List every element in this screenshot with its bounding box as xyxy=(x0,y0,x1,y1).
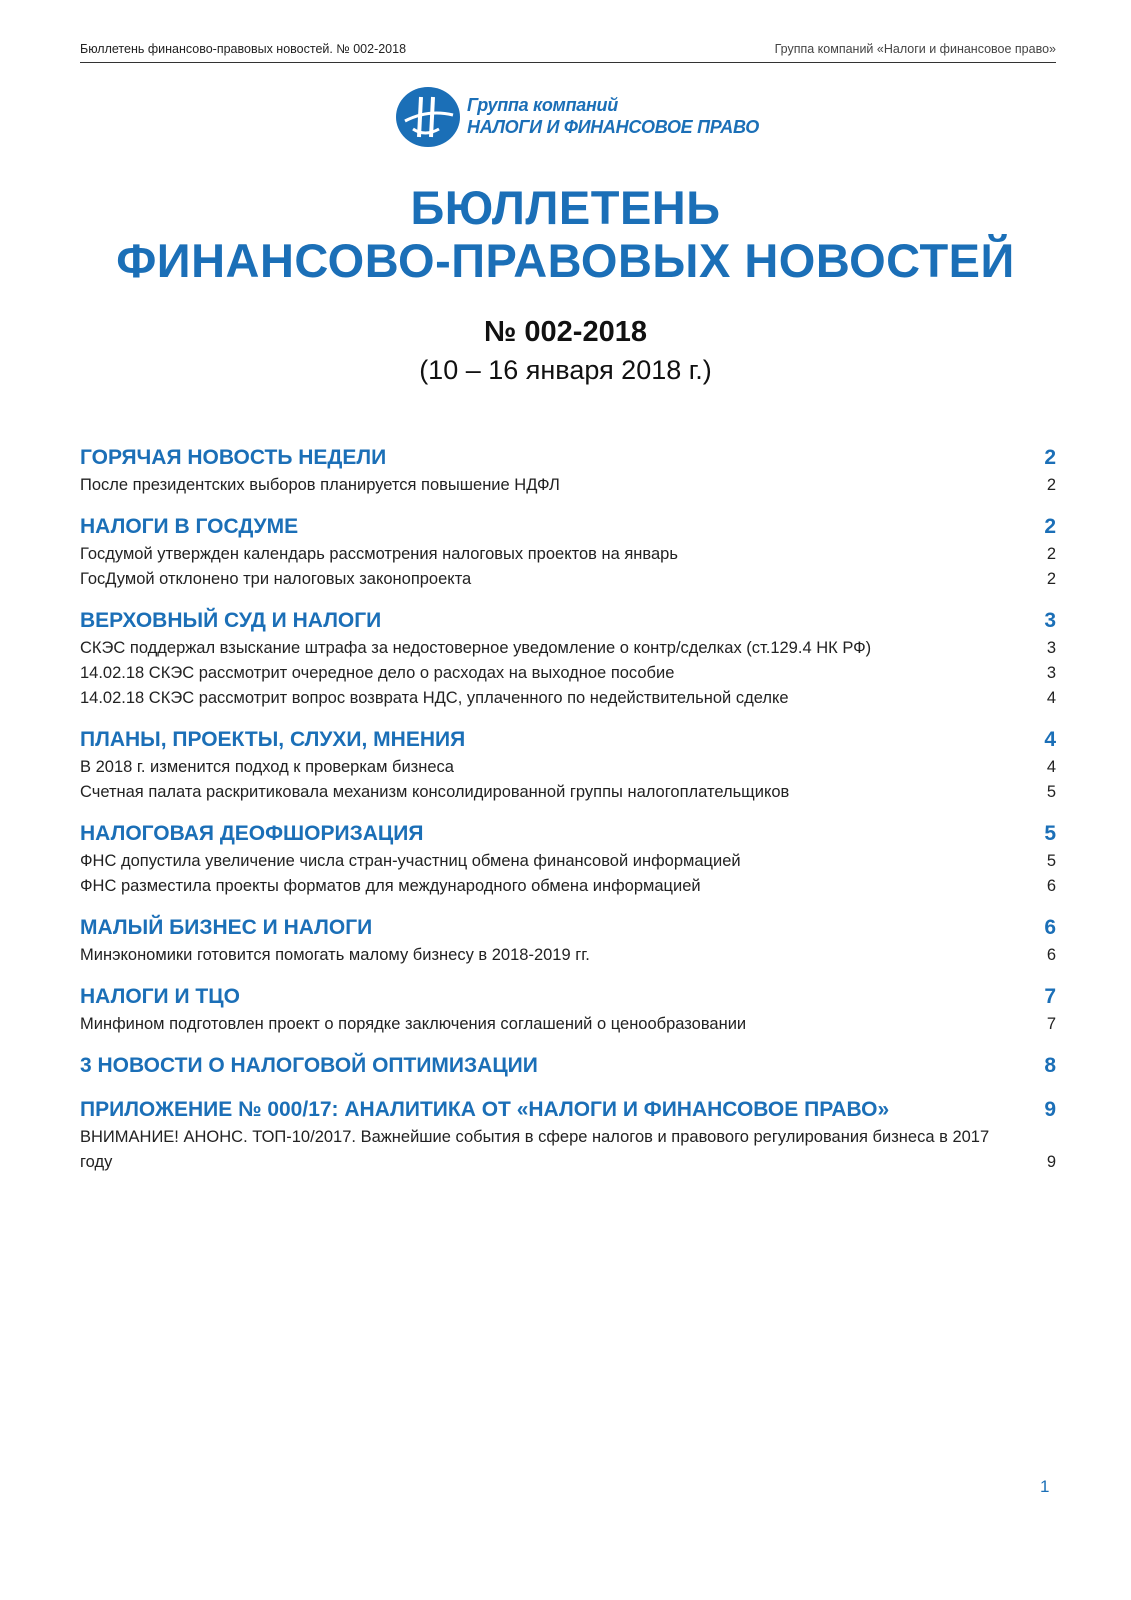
toc-section-title: ПРИЛОЖЕНИЕ № 000/17: АНАЛИТИКА ОТ «НАЛОГИ И ФИНАНСОВОЕ ПРАВО» xyxy=(80,1098,890,1121)
logo-line1: Группа компаний xyxy=(467,95,618,115)
toc-section-page: 2 xyxy=(1044,446,1056,469)
toc-item[interactable] xyxy=(80,943,1056,968)
toc-section-title: НАЛОГИ И ТЦО xyxy=(80,985,240,1008)
toc-item-page: 4 xyxy=(1046,758,1056,776)
toc-item-page: 6 xyxy=(1046,877,1056,895)
toc-section-heading[interactable] xyxy=(80,1095,1056,1125)
toc-section-page: 7 xyxy=(1044,985,1056,1008)
issue-number: № 002-2018 xyxy=(484,316,647,348)
toc-section-page: 6 xyxy=(1044,916,1056,939)
toc-item-text: Минэкономики готовится помогать малому бизнесу в 2018-2019 гг. xyxy=(80,946,590,964)
toc-item[interactable] xyxy=(80,567,1056,592)
toc-section xyxy=(80,606,1056,711)
toc-item-page: 2 xyxy=(1046,476,1056,494)
toc-item[interactable] xyxy=(80,1012,1056,1037)
toc-section-heading[interactable] xyxy=(80,982,1056,1012)
toc-item-page: 5 xyxy=(1046,852,1056,870)
company-logo xyxy=(395,85,759,150)
toc-item-text: Счетная палата раскритиковала механизм консолидированной группы налогоплательщиков xyxy=(80,783,790,801)
toc-item[interactable] xyxy=(80,686,1056,711)
toc-item-text: СКЭС поддержал взыскание штрафа за недостоверное уведомление о контр/сделках (ст.129.4 НК РФ) xyxy=(80,639,872,657)
toc-section-heading[interactable] xyxy=(80,443,1056,473)
bulletin-title-line2: ФИНАНСОВО-ПРАВОВЫХ НОВОСТЕЙ xyxy=(116,234,1015,287)
table-of-contents xyxy=(80,443,1056,1189)
toc-item-text: После президентских выборов планируется повышение НДФЛ xyxy=(80,476,560,494)
toc-item-text: ФНС разместила проекты форматов для международного обмена информацией xyxy=(80,877,701,895)
toc-item[interactable] xyxy=(80,874,1056,899)
toc-item-text: В 2018 г. изменится подход к проверкам бизнеса xyxy=(80,758,454,776)
logo-emblem-icon xyxy=(395,85,463,150)
toc-section-title: НАЛОГОВАЯ ДЕОФШОРИЗАЦИЯ xyxy=(80,822,424,845)
toc-section-title: ГОРЯЧАЯ НОВОСТЬ НЕДЕЛИ xyxy=(80,446,387,469)
toc-section-heading[interactable] xyxy=(80,819,1056,849)
toc-section-page: 3 xyxy=(1044,609,1056,632)
toc-section-heading[interactable] xyxy=(80,725,1056,755)
toc-item-page: 3 xyxy=(1046,664,1056,682)
toc-section-title: НАЛОГИ В ГОСДУМЕ xyxy=(80,515,299,538)
toc-item-page: 2 xyxy=(1046,570,1056,588)
toc-item-page: 2 xyxy=(1046,545,1056,563)
toc-section xyxy=(80,725,1056,805)
toc-section-heading[interactable] xyxy=(80,606,1056,636)
toc-item-page: 3 xyxy=(1046,639,1056,657)
toc-item-text: ВНИМАНИЕ! АНОНС. ТОП-10/2017. Важнейшие события в сфере налогов и правового регулирования бизнеса в 2017 году xyxy=(80,1128,990,1171)
toc-section-page: 9 xyxy=(1044,1098,1056,1121)
toc-item[interactable] xyxy=(80,849,1056,874)
toc-section-title: ПЛАНЫ, ПРОЕКТЫ, СЛУХИ, МНЕНИЯ xyxy=(80,728,466,751)
toc-section-page: 2 xyxy=(1044,515,1056,538)
toc-section-title: МАЛЫЙ БИЗНЕС И НАЛОГИ xyxy=(80,916,373,939)
toc-section-page: 8 xyxy=(1044,1054,1056,1077)
toc-item-text: 14.02.18 СКЭС рассмотрит очередное дело о расходах на выходное пособие xyxy=(80,664,675,682)
toc-item[interactable] xyxy=(80,473,1056,498)
toc-item[interactable] xyxy=(80,755,1056,780)
toc-section-title: 3 НОВОСТИ О НАЛОГОВОЙ ОПТИМИЗАЦИИ xyxy=(80,1054,538,1077)
running-header xyxy=(80,40,1056,63)
toc-section xyxy=(80,819,1056,899)
toc-section-heading[interactable] xyxy=(80,1051,1056,1081)
issue-dates: (10 – 16 января 2018 г.) xyxy=(419,355,712,385)
toc-item-page: 4 xyxy=(1046,689,1056,707)
toc-item[interactable] xyxy=(80,780,1056,805)
toc-section-heading[interactable] xyxy=(80,913,1056,943)
toc-item-text: Госдумой утвержден календарь рассмотрения налоговых проектов на январь xyxy=(80,545,678,563)
toc-section-heading[interactable] xyxy=(80,512,1056,542)
header-right: Группа компаний «Налоги и финансовое право» xyxy=(774,42,1056,56)
toc-item-page: 6 xyxy=(1046,946,1056,964)
header-left: Бюллетень финансово-правовых новостей. № 002-2018 xyxy=(80,42,407,56)
toc-item-text: Минфином подготовлен проект о порядке заключения соглашений о ценообразовании xyxy=(80,1015,747,1033)
toc-item-text: ФНС допустила увеличение числа стран-участниц обмена финансовой информацией xyxy=(80,852,741,870)
logo-line2: НАЛОГИ И ФИНАНСОВОЕ ПРАВО xyxy=(467,117,759,137)
toc-section xyxy=(80,1095,1056,1175)
bulletin-title-line1: БЮЛЛЕТЕНЬ xyxy=(410,181,721,234)
toc-section-title: ВЕРХОВНЫЙ СУД И НАЛОГИ xyxy=(80,609,382,632)
toc-item-page: 7 xyxy=(1046,1015,1056,1033)
toc-section xyxy=(80,512,1056,592)
toc-item[interactable] xyxy=(80,636,1056,661)
toc-item-page: 5 xyxy=(1046,783,1056,801)
toc-item[interactable] xyxy=(80,542,1056,567)
toc-item-text: ГосДумой отклонено три налоговых законопроекта xyxy=(80,570,472,588)
toc-item[interactable] xyxy=(80,661,1056,686)
toc-section-page: 4 xyxy=(1044,728,1056,751)
toc-section-page: 5 xyxy=(1044,822,1056,845)
toc-item-text: 14.02.18 СКЭС рассмотрит вопрос возврата НДС, уплаченного по недействительной сделке xyxy=(80,689,789,707)
toc-item-page: 9 xyxy=(1046,1153,1056,1171)
toc-section xyxy=(80,982,1056,1037)
toc-section xyxy=(80,913,1056,968)
page-number: 1 xyxy=(1040,1477,1050,1496)
toc-item[interactable] xyxy=(80,1125,1056,1175)
toc-section xyxy=(80,443,1056,498)
toc-section xyxy=(80,1051,1056,1081)
